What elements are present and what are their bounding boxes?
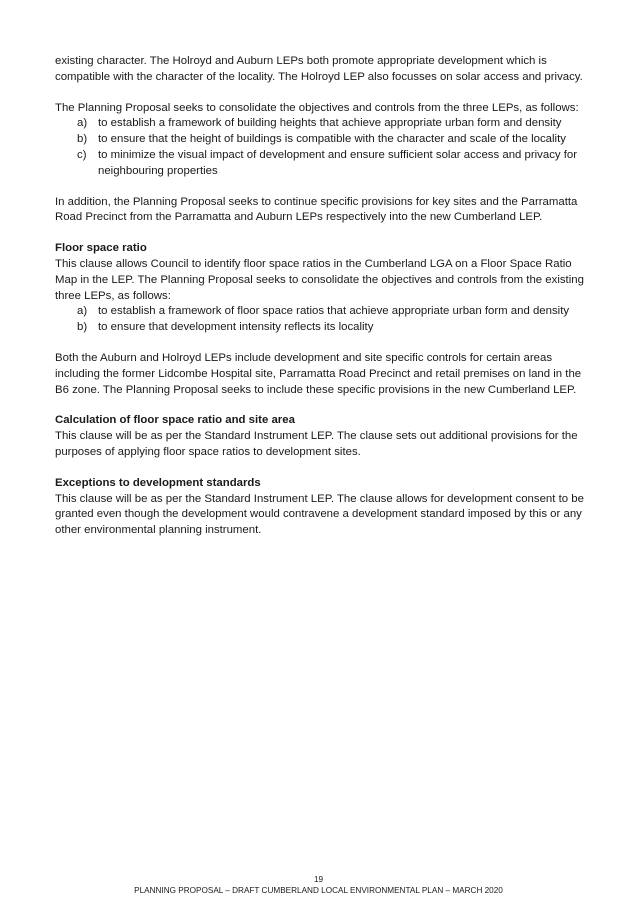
heading-exceptions: Exceptions to development standards	[55, 476, 261, 489]
spacer	[55, 461, 585, 476]
building-height-objectives-list	[55, 116, 585, 179]
list-item	[55, 116, 585, 132]
footer-title: PLANNING PROPOSAL – DRAFT CUMBERLAND LOCAL ENVIRONMENTAL PLAN – MARCH 2020	[134, 886, 503, 895]
spacer	[55, 398, 585, 413]
list-marker: c)	[77, 148, 87, 161]
paragraph-key-sites: In addition, the Planning Proposal seeks to continue specific provisions for key sites and the Parramatta Road Precinct from the Parramatta and Auburn LEPs respectively into the new Cumberland LEP.	[55, 195, 578, 224]
heading-floor-space-ratio: Floor space ratio	[55, 242, 147, 255]
list-marker: a)	[77, 117, 88, 130]
list-item-text: to minimize the visual impact of development and ensure sufficient solar access and privacy for neighbouring properties	[98, 148, 578, 177]
spacer	[55, 180, 585, 195]
paragraph-exceptions: This clause will be as per the Standard Instrument LEP. The clause allows for development consent to be granted even though the development would contravene a development standard imposed by this or any other environmental planning instrument.	[55, 492, 584, 537]
fsr-objectives-list	[55, 304, 585, 336]
list-item	[55, 132, 585, 148]
list-item-text: to ensure that development intensity reflects its locality	[98, 321, 374, 334]
spacer	[55, 86, 585, 101]
paragraph-consolidate-intro: The Planning Proposal seeks to consolidate the objectives and controls from the three LEPs, as follows:	[55, 101, 579, 114]
spacer	[55, 336, 585, 351]
spacer	[55, 226, 585, 241]
paragraph-calculation-fsr: This clause will be as per the Standard Instrument LEP. The clause sets out additional provisions for the purposes of applying floor space ratios to development sites.	[55, 430, 578, 458]
list-marker: b)	[77, 321, 88, 334]
list-item	[55, 148, 585, 180]
paragraph-fsr-intro: This clause allows Council to identify floor space ratios in the Cumberland LGA on a Floor Space Ratio Map in the LEP. The Planning Proposal seeks to consolidate the objectives and controls from the existing three LEPs, as follows:	[55, 257, 584, 302]
list-marker: a)	[77, 305, 88, 318]
list-item	[55, 320, 585, 336]
document-body	[55, 54, 585, 539]
paragraph-site-specific-controls: Both the Auburn and Holroyd LEPs include development and site specific controls for certain areas including the former Lidcombe Hospital site, Parramatta Road Precinct and retail premises on land in the B6 zone. The Planning Proposal seeks to include these specific provisions in the new Cumberland LEP.	[55, 351, 582, 396]
list-item-text: to ensure that the height of buildings is compatible with the character and scale of the locality	[98, 133, 566, 146]
list-marker: b)	[77, 133, 88, 146]
page-number: 19	[313, 875, 324, 884]
heading-calculation-fsr: Calculation of floor space ratio and site area	[55, 414, 295, 427]
list-item-text: to establish a framework of building heights that achieve appropriate urban form and density	[98, 117, 562, 130]
list-item-text: to establish a framework of floor space ratios that achieve appropriate urban form and density	[98, 305, 570, 318]
list-item	[55, 304, 585, 320]
paragraph-existing-character: existing character. The Holroyd and Auburn LEPs both promote appropriate development which is compatible with the character of the locality. The Holroyd LEP also focusses on solar access and privacy.	[55, 55, 583, 83]
